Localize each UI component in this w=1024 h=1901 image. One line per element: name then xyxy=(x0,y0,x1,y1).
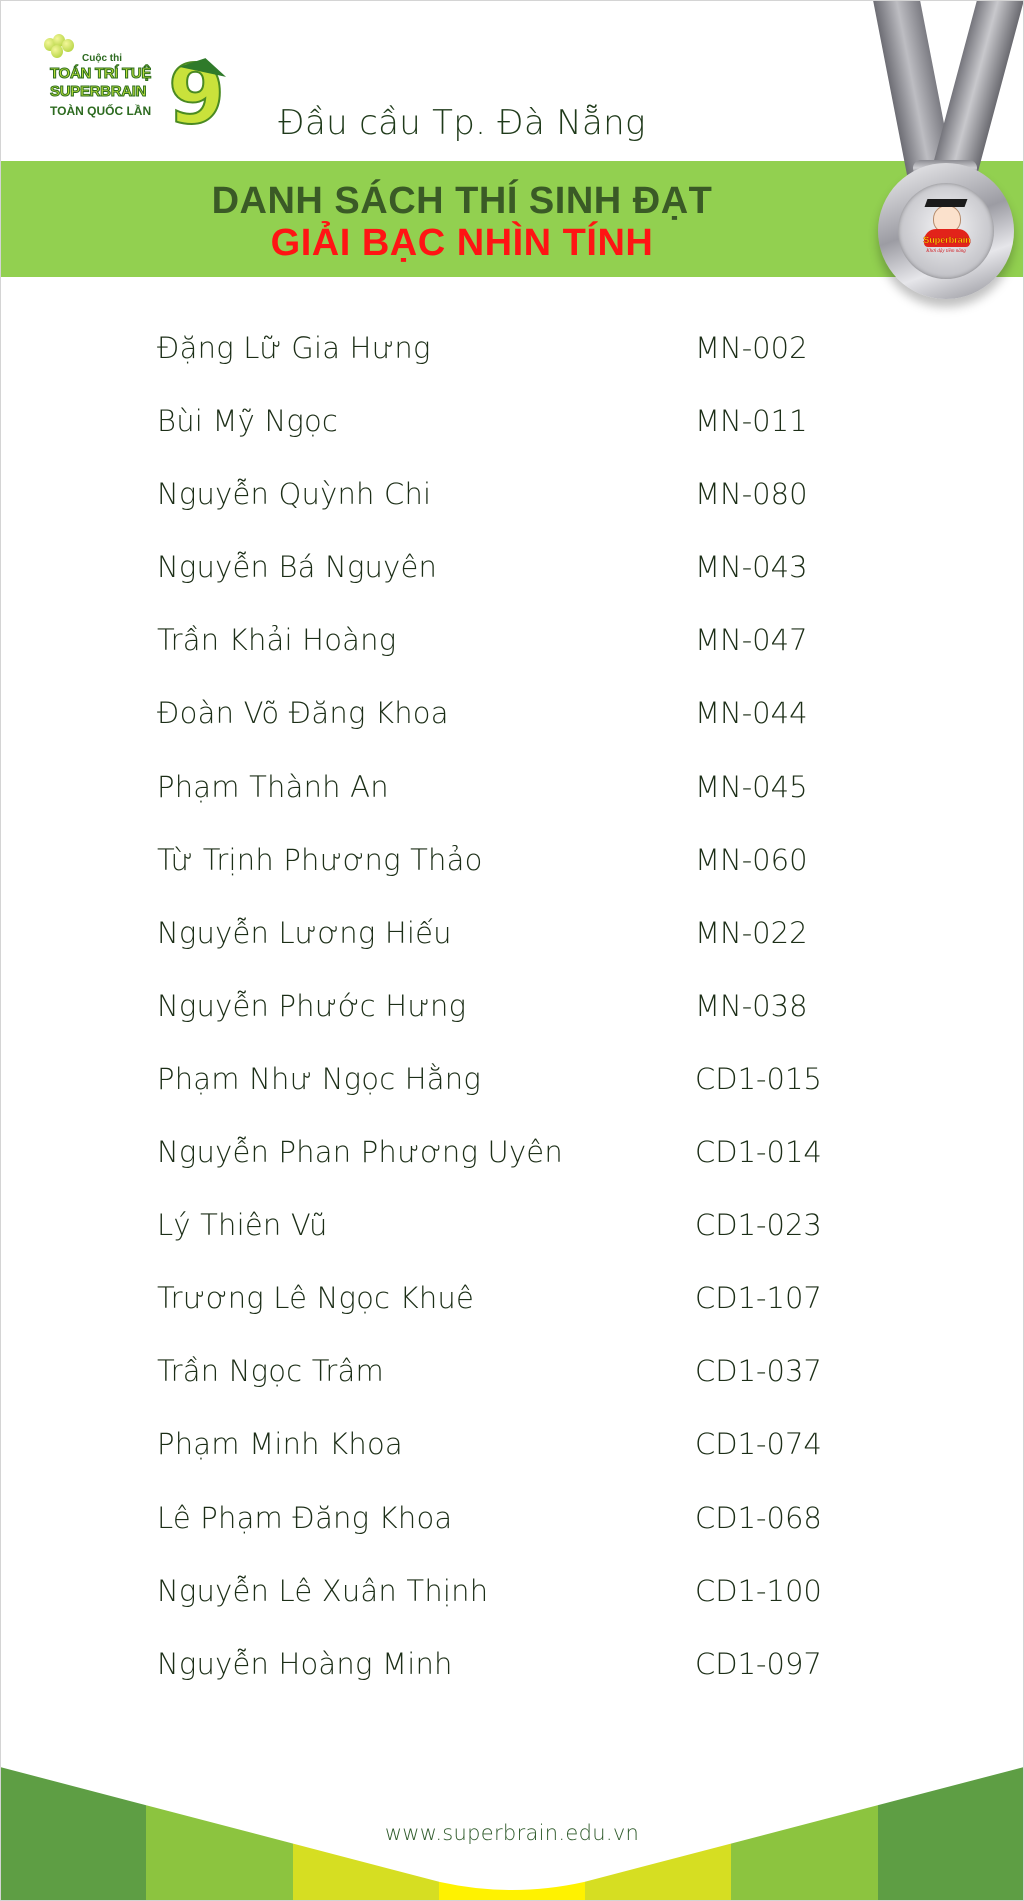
student-name: Phạm Minh Khoa xyxy=(157,1427,403,1462)
list-item xyxy=(0,916,1024,989)
student-code: CD1-100 xyxy=(695,1573,822,1608)
list-item xyxy=(0,1281,1024,1354)
list-item xyxy=(0,770,1024,843)
student-name: Nguyễn Lương Hiếu xyxy=(157,915,452,950)
list-item xyxy=(0,1427,1024,1500)
location-subtitle: Đầu cầu Tp. Đà Nẵng xyxy=(278,103,646,143)
medal-face xyxy=(898,183,994,279)
student-code: MN-044 xyxy=(695,696,808,731)
medal-slogan: Khơi dậy tiềm năng xyxy=(926,249,966,254)
student-code: CD1-014 xyxy=(695,1135,822,1170)
student-code: CD1-023 xyxy=(695,1208,822,1243)
title-line1: DANH SÁCH THÍ SINH ĐẠT xyxy=(211,180,713,222)
website-link[interactable]: www.superbrain.edu.vn xyxy=(384,1821,640,1845)
student-code: CD1-074 xyxy=(695,1427,822,1462)
logo-number: 9 xyxy=(168,48,226,143)
list-item xyxy=(0,1501,1024,1574)
student-name: Phạm Thành An xyxy=(157,769,389,804)
list-item xyxy=(0,1574,1024,1647)
list-item xyxy=(0,989,1024,1062)
student-name: Lý Thiên Vũ xyxy=(157,1208,328,1243)
title-line2: GIẢI BẠC NHÌN TÍNH xyxy=(270,222,654,264)
student-name: Đoàn Võ Đăng Khoa xyxy=(157,696,449,731)
student-code: CD1-068 xyxy=(695,1500,822,1535)
list-item xyxy=(0,623,1024,696)
student-name: Nguyễn Phước Hưng xyxy=(157,988,467,1023)
medal-brand: Superbrain xyxy=(923,235,971,245)
medal-ribbon-right xyxy=(930,0,1024,175)
student-name: Nguyễn Lê Xuân Thịnh xyxy=(157,1573,489,1608)
student-name: Nguyễn Phan Phương Uyên xyxy=(157,1135,563,1170)
student-code: CD1-015 xyxy=(695,1061,822,1096)
balloons-icon xyxy=(44,34,78,60)
mascot-hat-icon xyxy=(925,199,968,207)
student-code: CD1-107 xyxy=(695,1281,822,1316)
list-item xyxy=(0,1208,1024,1281)
student-name: Đặng Lữ Gia Hưng xyxy=(157,331,431,365)
student-code: MN-043 xyxy=(695,550,808,585)
list-item xyxy=(0,477,1024,550)
student-code: MN-038 xyxy=(695,988,808,1023)
logo-line2: TOÁN TRÍ TUỆ xyxy=(50,65,152,82)
list-item xyxy=(0,404,1024,477)
student-code: MN-080 xyxy=(695,477,808,512)
silver-medal-icon xyxy=(878,163,1014,299)
logo-line4: TOÀN QUỐC LẦN xyxy=(50,104,152,118)
list-item xyxy=(0,1135,1024,1208)
student-code: MN-047 xyxy=(695,623,808,658)
student-name: Từ Trịnh Phương Thảo xyxy=(157,842,483,877)
logo-line3: SUPERBRAIN xyxy=(50,83,147,100)
student-code: MN-002 xyxy=(695,331,808,365)
list-item xyxy=(0,550,1024,623)
list-item xyxy=(0,843,1024,916)
list-item xyxy=(0,1354,1024,1427)
student-list xyxy=(0,331,1024,1720)
student-name: Phạm Như Ngọc Hằng xyxy=(157,1061,481,1096)
list-item xyxy=(0,1062,1024,1135)
logo-line1: Cuộc thi xyxy=(82,53,122,64)
student-code: MN-060 xyxy=(695,842,808,877)
student-name: Trần Khải Hoàng xyxy=(157,623,397,658)
student-name: Nguyễn Quỳnh Chi xyxy=(157,477,432,512)
student-name: Bùi Mỹ Ngọc xyxy=(157,404,339,439)
student-code: MN-045 xyxy=(695,769,808,804)
student-name: Nguyễn Hoàng Minh xyxy=(157,1646,453,1681)
student-code: MN-011 xyxy=(695,404,808,439)
student-code: MN-022 xyxy=(695,915,808,950)
student-code: CD1-037 xyxy=(695,1354,822,1389)
list-item xyxy=(0,696,1024,769)
student-name: Lê Phạm Đăng Khoa xyxy=(157,1500,453,1535)
student-name: Trương Lê Ngọc Khuê xyxy=(157,1281,475,1316)
list-item xyxy=(0,331,1024,404)
student-name: Nguyễn Bá Nguyên xyxy=(157,550,438,585)
list-item xyxy=(0,1647,1024,1720)
student-code: CD1-097 xyxy=(695,1646,822,1681)
student-name: Trần Ngọc Trâm xyxy=(157,1354,384,1389)
